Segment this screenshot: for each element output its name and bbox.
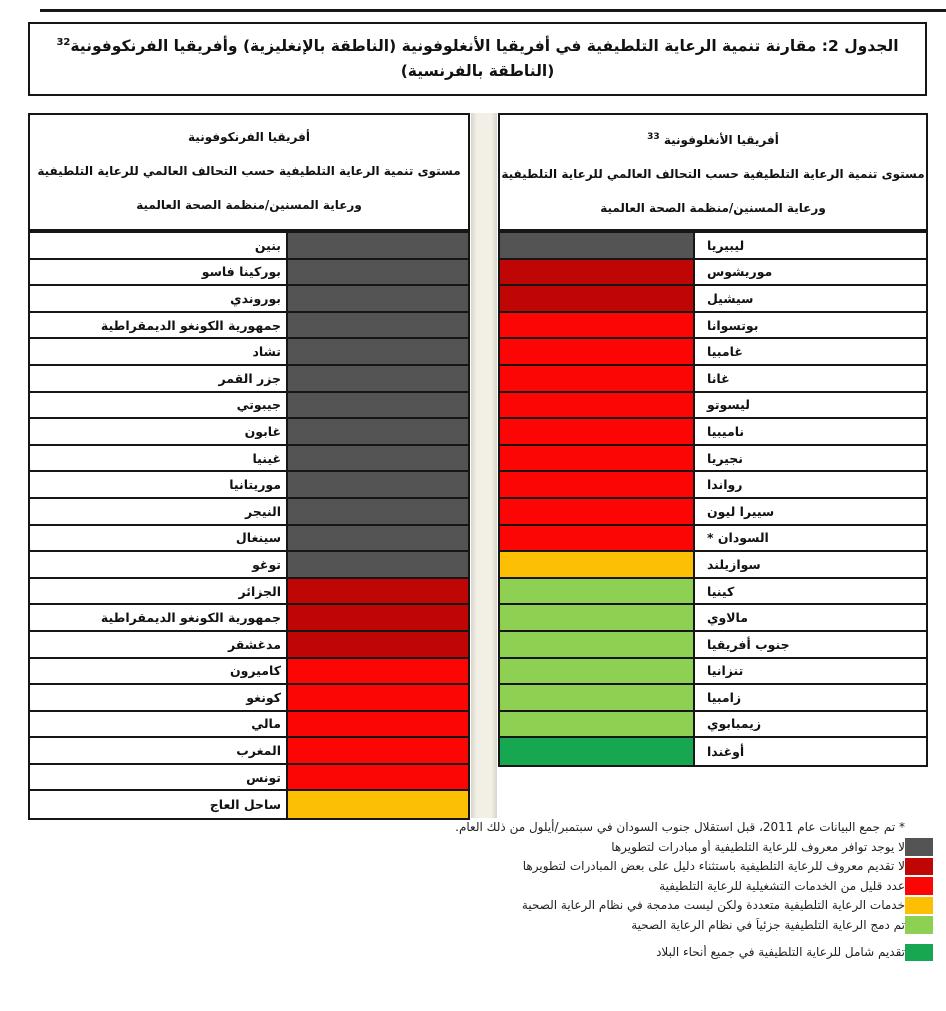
- table-row: [500, 632, 926, 659]
- country-name-text: ساحل العاج: [209, 797, 281, 813]
- country-name-text: غابون: [244, 423, 281, 439]
- status-cell-red: [500, 446, 695, 471]
- status-cell-red: [500, 393, 695, 418]
- country-name-text: بوركينا فاسو: [201, 264, 281, 280]
- table-row: [30, 712, 468, 739]
- status-cell-gray: [288, 366, 468, 391]
- anglophone-table: [498, 231, 928, 767]
- status-cell-green: [500, 738, 695, 765]
- status-cell-light_green: [500, 685, 695, 710]
- table-row: [30, 366, 468, 393]
- country-name-text: ناميبيا: [707, 423, 745, 439]
- country-name-text: سوازيلند: [707, 556, 761, 572]
- table-row: [30, 685, 468, 712]
- country-name-text: بوتسوانا: [707, 317, 759, 333]
- legend-item: [33, 876, 933, 896]
- country-name: [695, 393, 926, 418]
- legend: [33, 837, 933, 962]
- country-name-text: جيبوتي: [236, 397, 281, 413]
- status-cell-dark_red: [288, 605, 468, 630]
- legend-color-chip-yellow: [905, 897, 933, 915]
- status-cell-dark_red: [288, 632, 468, 657]
- country-name: [695, 313, 926, 338]
- country-name: [695, 366, 926, 391]
- page-title-line2: (الناطقة بالفرنسية): [400, 62, 555, 80]
- country-name: [30, 339, 288, 364]
- status-cell-red: [288, 685, 468, 710]
- status-cell-gray: [288, 286, 468, 311]
- country-name: [30, 712, 288, 737]
- title-box: [28, 22, 927, 96]
- status-cell-light_green: [500, 632, 695, 657]
- table-row: [30, 552, 468, 579]
- country-name: [695, 685, 926, 710]
- country-name-text: بنين: [254, 237, 281, 253]
- table-row: [30, 233, 468, 260]
- country-name-text: توغو: [252, 556, 281, 572]
- country-name: [30, 605, 288, 630]
- country-name: [30, 393, 288, 418]
- status-cell-gray: [288, 499, 468, 524]
- country-name-text: ليسوتو: [707, 397, 750, 413]
- anglophone-table-header: [498, 113, 928, 231]
- table-row: [30, 659, 468, 686]
- country-name: [695, 552, 926, 577]
- country-name-text: كينيا: [707, 583, 735, 599]
- status-cell-red: [500, 526, 695, 551]
- status-cell-red: [500, 472, 695, 497]
- status-cell-red: [500, 419, 695, 444]
- status-cell-red: [500, 366, 695, 391]
- anglophone-header-title: [500, 120, 926, 157]
- status-cell-red: [500, 499, 695, 524]
- country-name: [695, 712, 926, 737]
- country-name-text: الجزائر: [238, 583, 281, 599]
- country-name: [30, 526, 288, 551]
- table-row: [500, 605, 926, 632]
- legend-item: [33, 837, 933, 857]
- anglophone-header-superscript: 33: [647, 132, 660, 142]
- country-name: [30, 579, 288, 604]
- table-row: [30, 632, 468, 659]
- country-name: [30, 313, 288, 338]
- table-row: [500, 313, 926, 340]
- table-row: [500, 339, 926, 366]
- table-row: [30, 260, 468, 287]
- status-cell-gray: [288, 472, 468, 497]
- legend-label: لا يوجد توافر معروف للرعاية التلطيفية أو مبادرات لتطويرها: [611, 839, 905, 854]
- status-cell-red: [500, 313, 695, 338]
- status-cell-gray: [288, 313, 468, 338]
- divider-strip: [471, 113, 497, 818]
- status-cell-red: [288, 659, 468, 684]
- table-row: [30, 526, 468, 553]
- country-name-text: غينيا: [252, 450, 281, 466]
- table-row: [500, 526, 926, 553]
- legend-color-chip-gray: [905, 838, 933, 856]
- legend-color-chip-light_green: [905, 916, 933, 934]
- country-name: [695, 472, 926, 497]
- status-cell-gray: [288, 419, 468, 444]
- table-row: [30, 472, 468, 499]
- country-name-text: غانا: [707, 370, 730, 386]
- country-name-text: ليبيريا: [707, 237, 745, 253]
- table-row: [30, 738, 468, 765]
- legend-label: خدمات الرعاية التلطيفية متعددة ولكن ليست مدمجة في نظام الرعاية الصحية: [521, 898, 905, 913]
- country-name-text: تونس: [246, 769, 281, 785]
- francophone-header-title: أفريقيا الفرنكوفونية: [188, 130, 310, 144]
- country-name-text: زيمبابوي: [707, 716, 762, 732]
- anglophone-header-title-text: أفريقيا الأنغلوفونية: [663, 133, 779, 147]
- status-cell-gray: [288, 233, 468, 258]
- country-name: [30, 552, 288, 577]
- table-row: [500, 552, 926, 579]
- legend-color-chip-green: [905, 944, 933, 962]
- table-row: [30, 286, 468, 313]
- country-name-text: تشاد: [252, 344, 281, 360]
- country-name: [695, 419, 926, 444]
- legend-color-chip-dark_red: [905, 858, 933, 876]
- country-name-text: جزر القمر: [218, 370, 281, 386]
- country-name: [30, 286, 288, 311]
- country-name: [30, 366, 288, 391]
- page-title-text: الجدول 2: مقارنة تنمية الرعاية التلطيفية في أفريقيا الأنغلوفونية (الناطقة بالإنغليزية) وأفريقيا الفرنكوفونية: [70, 37, 899, 56]
- country-name: [695, 632, 926, 657]
- country-name-text: بوروندي: [230, 290, 281, 306]
- country-name-text: موريشوس: [707, 264, 773, 280]
- country-name-text: السودان *: [707, 530, 769, 546]
- country-name: [695, 579, 926, 604]
- table-row: [500, 393, 926, 420]
- legend-label: عدد قليل من الخدمات التشغيلية للرعاية التلطيفية: [659, 878, 905, 893]
- status-cell-light_green: [500, 659, 695, 684]
- table-row: [30, 313, 468, 340]
- status-cell-gray: [288, 393, 468, 418]
- table-row: [30, 499, 468, 526]
- country-name: [30, 659, 288, 684]
- status-cell-red: [288, 765, 468, 790]
- legend-color-chip-red: [905, 877, 933, 895]
- status-cell-light_green: [500, 605, 695, 630]
- country-name-text: سينغال: [235, 530, 281, 546]
- country-name-text: سييرا ليون: [707, 503, 775, 519]
- table-row: [30, 446, 468, 473]
- status-cell-gray: [288, 526, 468, 551]
- legend-label: تقديم شامل للرعاية التلطيفية في جميع أنحاء البلاد: [656, 945, 905, 960]
- table-row: [500, 499, 926, 526]
- status-cell-red: [288, 738, 468, 763]
- country-name: [695, 286, 926, 311]
- status-cell-yellow: [500, 552, 695, 577]
- country-name: [695, 605, 926, 630]
- country-name: [30, 472, 288, 497]
- country-name-text: زامبيا: [707, 689, 742, 705]
- country-name: [30, 685, 288, 710]
- status-cell-light_green: [500, 712, 695, 737]
- country-name-text: تنزانيا: [707, 663, 744, 679]
- legend-item: [33, 896, 933, 916]
- country-name: [695, 499, 926, 524]
- country-name: [30, 765, 288, 790]
- table-row: [500, 366, 926, 393]
- francophone-table: [28, 231, 470, 820]
- country-name-text: موريتانيا: [229, 477, 281, 493]
- country-name-text: نجيريا: [707, 450, 743, 466]
- country-name: [695, 526, 926, 551]
- country-name: [30, 738, 288, 763]
- status-cell-gray: [288, 339, 468, 364]
- title-superscript: 32: [56, 37, 71, 49]
- country-name: [30, 419, 288, 444]
- table-row: [30, 791, 468, 818]
- status-cell-red: [288, 712, 468, 737]
- country-name-text: النيجر: [245, 503, 281, 519]
- table-row: [30, 605, 468, 632]
- country-name: [695, 446, 926, 471]
- country-name: [30, 233, 288, 258]
- country-name-text: رواندا: [707, 477, 743, 493]
- status-cell-dark_red: [500, 286, 695, 311]
- legend-item: [33, 943, 933, 963]
- page-title: [56, 34, 898, 59]
- status-cell-gray: [500, 233, 695, 258]
- table-row: [30, 339, 468, 366]
- country-name: [695, 738, 926, 765]
- status-cell-dark_red: [288, 579, 468, 604]
- status-cell-dark_red: [500, 260, 695, 285]
- table-row: [500, 712, 926, 739]
- legend-item: [33, 857, 933, 877]
- country-name-text: جنوب أفريقيا: [707, 636, 790, 652]
- country-name-text: مدغشقر: [228, 636, 281, 652]
- country-name-text: المغرب: [236, 743, 281, 759]
- country-name: [30, 446, 288, 471]
- table-row: [500, 446, 926, 473]
- table-row: [500, 233, 926, 260]
- legend-label: تم دمج الرعاية التلطيفية جزئياً في نظام الرعاية الصحية: [631, 917, 905, 932]
- table-row: [500, 579, 926, 606]
- top-rule: [40, 9, 946, 12]
- status-cell-light_green: [500, 579, 695, 604]
- footnote: * تم جمع البيانات عام 2011، قبل استقلال جنوب السودان في سبتمبر/أيلول من ذلك العام.: [455, 820, 905, 834]
- country-name-text: كونغو: [246, 689, 281, 705]
- table-row: [500, 472, 926, 499]
- francophone-table-header: [28, 113, 470, 231]
- status-cell-gray: [288, 552, 468, 577]
- table-row: [500, 685, 926, 712]
- table-row: [30, 419, 468, 446]
- table-row: [500, 286, 926, 313]
- status-cell-yellow: [288, 791, 468, 818]
- country-name: [30, 791, 288, 818]
- country-name: [695, 659, 926, 684]
- country-name-text: جمهورية الكونغو الديمقراطية: [100, 610, 281, 626]
- country-name: [695, 339, 926, 364]
- country-name-text: جمهورية الكونغو الديمقراطية: [100, 317, 281, 333]
- country-name-text: أوغندا: [707, 744, 745, 760]
- country-name-text: كاميرون: [229, 663, 281, 679]
- country-name: [30, 260, 288, 285]
- francophone-header-subtitle: مستوى تنمية الرعاية التلطيفية حسب التحالف العالمي للرعاية التلطيفية ورعاية المسنين/منظمة الصحة العالمية: [37, 164, 461, 212]
- country-name: [30, 632, 288, 657]
- table-row: [500, 260, 926, 287]
- country-name-text: مالي: [251, 716, 281, 732]
- country-name: [695, 260, 926, 285]
- legend-item: [33, 915, 933, 935]
- table-row: [500, 659, 926, 686]
- table-row: [500, 738, 926, 765]
- country-name: [695, 233, 926, 258]
- status-cell-red: [500, 339, 695, 364]
- country-name-text: غامبيا: [707, 344, 743, 360]
- table-row: [30, 579, 468, 606]
- anglophone-header-subtitle: مستوى تنمية الرعاية التلطيفية حسب التحالف العالمي للرعاية التلطيفية ورعاية المسنين/منظمة الصحة العالمية: [501, 167, 925, 215]
- country-name: [30, 499, 288, 524]
- legend-label: لا تقديم معروف للرعاية التلطيفية باستثناء دليل على بعض المبادرات لتطويرها: [522, 859, 905, 874]
- status-cell-gray: [288, 260, 468, 285]
- status-cell-gray: [288, 446, 468, 471]
- country-name-text: سيشيل: [707, 290, 754, 306]
- country-name-text: مالاوي: [707, 610, 748, 626]
- table-row: [30, 765, 468, 792]
- table-row: [30, 393, 468, 420]
- table-row: [500, 419, 926, 446]
